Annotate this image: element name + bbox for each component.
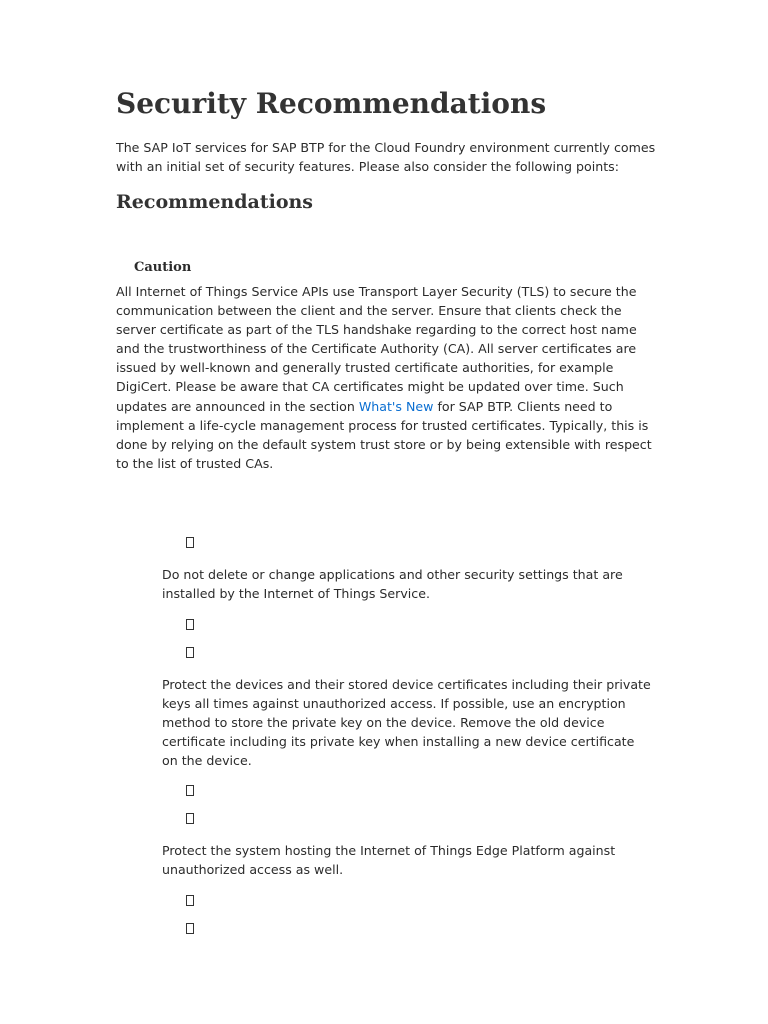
caution-text-end: for SAP BTP. Clients need to implement a life-cycle management process for trusted certificates. Typically, this is done by relying on the default system trust store or by being extensible with respect to the list of trusted CAs. (116, 398, 652, 471)
recommendation-item: Do not delete or change applications and other security settings that are installed by the Internet of Things Service. (162, 567, 623, 601)
caution-text-start: All Internet of Things Service APIs use Transport Layer Security (TLS) to secure the communication between the client and the server. Ensure that clients check the server certificate as part of the TLS handshake regarding to the correct host name and the trustworthiness of the Certificate Authority (CA). All server certificates are issued by well-known and generally trusted certificate authorities, for example DigiCert. Please be aware that CA certificates might be updated over time. Such updates are announced in the section (116, 284, 637, 414)
page-title: Security Recommendations (116, 87, 547, 120)
missing-glyph-icon (186, 619, 194, 630)
recommendation-item: Protect the system hosting the Internet of Things Edge Platform against unauthorized access as well. (162, 843, 616, 877)
missing-glyph-icon (186, 537, 194, 548)
missing-glyph-icon (186, 785, 194, 796)
caution-title: Caution (134, 260, 192, 275)
intro-paragraph: The SAP IoT services for SAP BTP for the Cloud Foundry environment currently comes with an initial set of security features. Please also consider the following points: (116, 140, 656, 174)
missing-glyph-icon (186, 923, 194, 934)
missing-glyph-icon (186, 647, 194, 658)
missing-glyph-icon (186, 895, 194, 906)
section-heading: Recommendations (116, 191, 314, 213)
recommendation-item: Protect the devices and their stored device certificates including their private keys all times against unauthorized access. If possible, use an encryption method to store the private key on the device. Remove the old device certificate including its private key when installing a new device certificate on the device. (162, 677, 651, 768)
caution-paragraph (116, 282, 656, 473)
whats-new-link[interactable]: What's New (358, 398, 434, 414)
missing-glyph-icon (186, 813, 194, 824)
